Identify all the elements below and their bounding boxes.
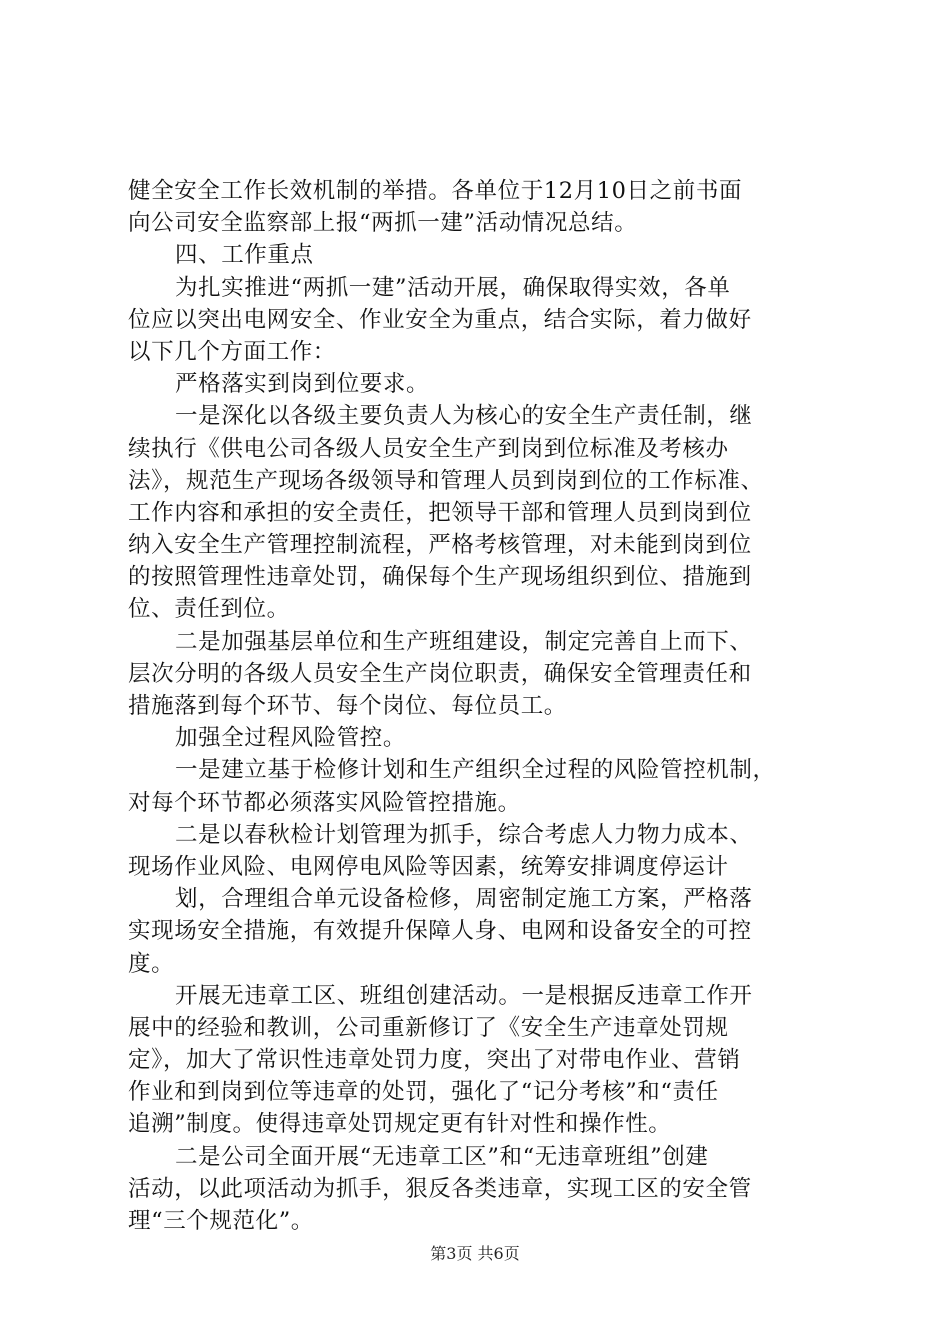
text-line: 二是公司全面开展“无违章工区”和“无违章班组”创建 [175, 1143, 709, 1170]
text-line: 健全安全工作长效机制的举措。各单位于12月10日之前书面 [128, 178, 743, 204]
text-line: 位、责任到位。 [128, 596, 290, 623]
text-line: 实现场安全措施，有效提升保障人身、电网和设备安全的可控 [128, 918, 752, 945]
text-line: 层次分明的各级人员安全生产岗位职责，确保安全管理责任和 [128, 660, 752, 687]
text-line: 续执行《供电公司各级人员安全生产到岗到位标准及考核办 [128, 435, 729, 462]
text-line: 开展无违章工区、班组创建活动。一是根据反违章工作开 [175, 982, 753, 1009]
document-body [128, 175, 833, 1237]
text-line: 纳入安全生产管理控制流程，严格考核管理，对未能到岗到位 [128, 532, 752, 559]
text-line: 措施落到每个环节、每个岗位、每位员工。 [128, 693, 567, 719]
text-line: 加强全过程风险管控。 [175, 725, 407, 752]
text-line: 定》，加大了常识性违章处罚力度，突出了对带电作业、营销 [128, 1047, 741, 1074]
text-line: 理“三个规范化”。 [128, 1208, 314, 1234]
text-line: 对每个环节都必须落实风险管控措施。 [128, 789, 521, 816]
text-line: 法》，规范生产现场各级领导和管理人员到岗到位的工作标准、 [128, 467, 764, 494]
text-line: 四、工作重点 [175, 242, 314, 269]
text-line: 划，合理组合单元设备检修，周密制定施工方案，严格落 [175, 886, 753, 913]
page-number-footer: 第3页 共6页 [430, 1244, 520, 1263]
text-line: 工作内容和承担的安全责任，把领导干部和管理人员到岗到位 [128, 499, 752, 526]
text-line: 二是加强基层单位和生产班组建设，制定完善自上而下、 [175, 628, 753, 655]
text-line: 现场作业风险、电网停电风险等因素，统筹安排调度停运计 [128, 853, 729, 880]
text-line: 的按照管理性违章处罚，确保每个生产现场组织到位、措施到 [128, 564, 752, 591]
text-line: 向公司安全监察部上报“两抓一建”活动情况总结。 [128, 210, 638, 237]
text-line: 一是建立基于检修计划和生产组织全过程的风险管控机制， [175, 757, 776, 784]
text-line: 严格落实到岗到位要求。 [175, 371, 430, 398]
text-line: 以下几个方面工作： [128, 338, 336, 365]
text-line: 二是以春秋检计划管理为抓手，综合考虑人力物力成本、 [175, 821, 753, 848]
text-line: 作业和到岗到位等违章的处罚，强化了“记分考核”和“责任 [128, 1079, 719, 1106]
text-line: 活动，以此项活动为抓手，狠反各类违章，实现工区的安全管 [128, 1175, 752, 1202]
text-line: 展中的经验和教训，公司重新修订了《安全生产违章处罚规 [128, 1014, 729, 1041]
text-line: 一是深化以各级主要负责人为核心的安全生产责任制，继 [175, 403, 753, 430]
text-line: 位应以突出电网安全、作业安全为重点，结合实际，着力做好 [128, 306, 752, 333]
text-line: 追溯”制度。使得违章处罚规定更有针对性和操作性。 [128, 1111, 672, 1138]
text-line: 为扎实推进“两抓一建”活动开展，确保取得实效，各单 [175, 274, 731, 301]
text-line: 度。 [128, 950, 175, 977]
